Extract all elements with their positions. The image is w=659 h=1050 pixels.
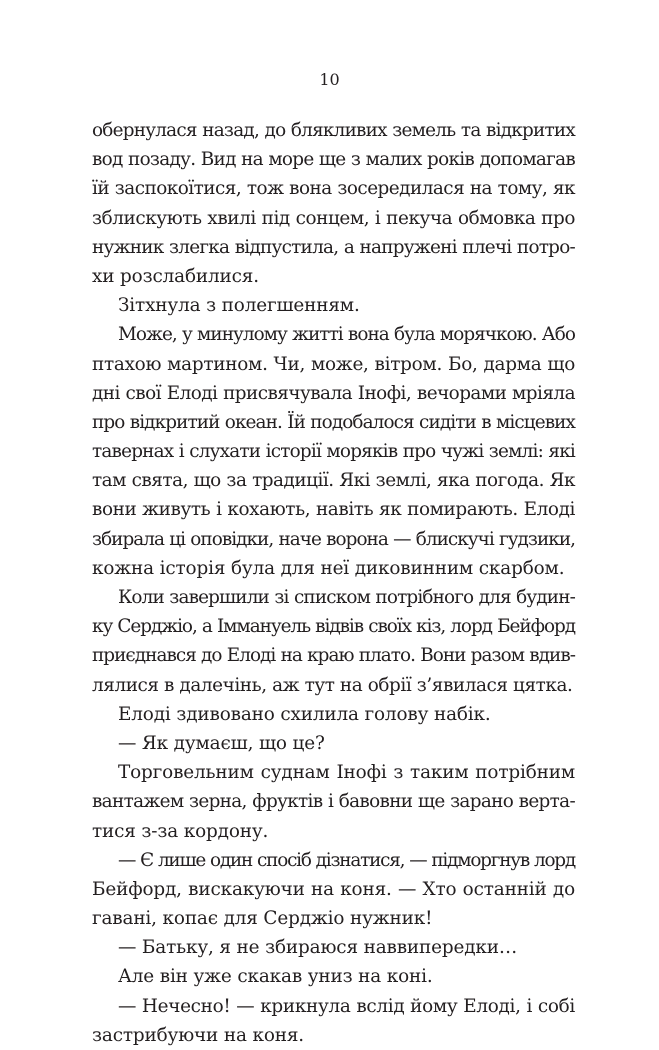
text-line: вод позаду. Вид на море ще з малих років допомагав: [92, 149, 575, 171]
text-line: Елоді здивовано схилила голову набік.: [118, 703, 491, 725]
text-line: приєднався до Елоді на краю плато. Вони разом вдив-: [92, 645, 575, 667]
text-line: обернулася назад, до блякливих земель та відкритих: [92, 120, 575, 141]
text-line: — Батьку, я не збираюся наввипередки…: [118, 937, 518, 959]
body-text: [92, 116, 575, 1050]
text-line: — Нечесно! — крикнула вслід йому Елоді, і собі: [118, 995, 575, 1017]
text-line: птахою мартином. Чи, може, вітром. Бо, дарма що: [92, 353, 575, 375]
text-line: тися з-за кордону.: [92, 820, 269, 842]
text-line: застрибуючи на коня.: [92, 1024, 305, 1046]
text-line: кожна історія була для неї диковинним скарбом.: [92, 557, 565, 579]
text-line: гавані, копає для Серджіо нужник!: [92, 908, 433, 930]
text-line: хи розслабилися.: [92, 265, 259, 287]
text-line: ку Серджіо, а Іммануель відвів своїх кіз, лорд Бейфорд: [92, 616, 575, 638]
text-line: нужник злегка відпустила, а напружені плечі потро-: [92, 236, 575, 258]
text-line: про відкритий океан. Їй подобалося сидіти в місцевих: [92, 411, 575, 433]
text-line: дні свої Елоді присвячувала Інофі, вечорами мріяла: [92, 382, 575, 404]
text-line: зблискують хвилі під сонцем, і пекуча обмовка про: [92, 207, 575, 229]
text-line: тавернах і слухати історії моряків про чужі землі: які: [92, 441, 575, 463]
text-line: — Є лише один спосіб дізнатися, — підморгнув лорд: [118, 849, 575, 871]
page-number: 10: [319, 70, 340, 89]
text-line: вантажем зерна, фруктів і бавовни ще зарано верта-: [92, 791, 575, 813]
text-line: — Як думаєш, що це?: [118, 732, 325, 754]
text-line: збирала ці оповідки, наче ворона — блискучі гудзики,: [92, 528, 575, 550]
text-line: Але він уже скакав униз на коні.: [118, 966, 433, 988]
text-line: лялися в далечінь, аж тут на обрії з’явилася цятка.: [92, 674, 573, 696]
text-line: Коли завершили зі списком потрібного для будин-: [118, 587, 575, 608]
text-line: там свята, що за традиції. Які землі, яка погода. Як: [92, 470, 575, 492]
text-line: Бейфорд, вискакуючи на коня. — Хто останній до: [92, 878, 575, 900]
text-line: їй заспокоїтися, тож вона зосередилася на тому, як: [92, 178, 575, 200]
text-line: вони живуть і кохають, навіть як помирають. Елоді: [92, 499, 575, 521]
text-line: Торговельним суднам Інофі з таким потрібним: [118, 762, 575, 784]
text-line: Зітхнула з полегшенням.: [118, 295, 360, 317]
text-line: Може, у минулому житті вона була морячкою. Або: [118, 324, 575, 346]
